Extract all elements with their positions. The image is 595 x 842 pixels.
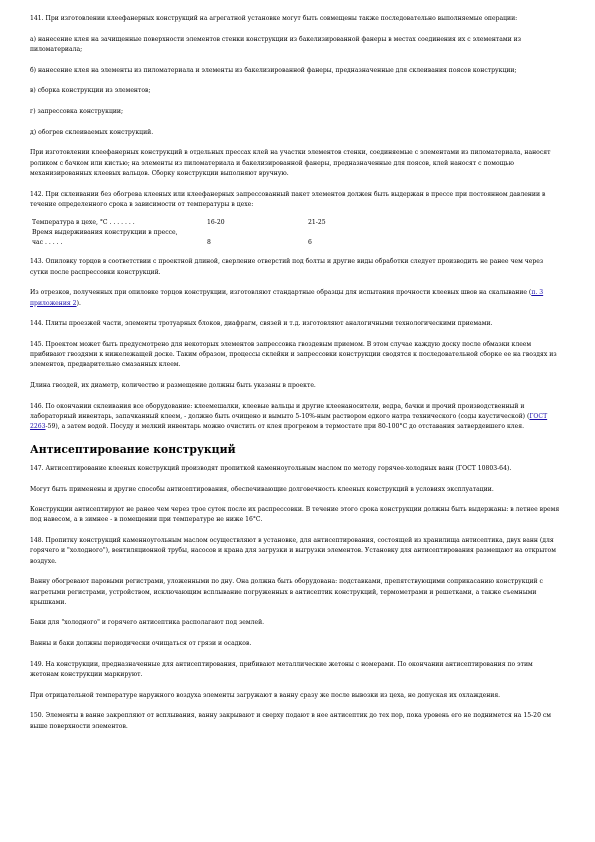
paragraph-147: 147. Антисептирование клееных конструкций производят пропиткой каменноугольным маслом по методу горячее-холодных ванн (ГОСТ 10803-64). [30, 464, 512, 472]
paragraph-141: 141. При изготовлении клеефанерных конструкций на агрегатной установке могут быть совмещены также последовательно выполняемые операции: [30, 15, 518, 22]
paragraph-147-c: Конструкции антисептируют не ранее чем через трое суток после их распрессовки. В течение этого срока конструкции должны быть выдержаны: в летнее время под навесом, а в зимнее - в помещении при температуре не ниже 16°С. [30, 506, 560, 524]
appendix-link[interactable]: п. 3 приложения 2 [30, 289, 544, 307]
table-cell-value: 6 [308, 239, 312, 247]
paragraph-148: 148. Пропитку конструкций каменноугольным маслом осуществляют в установке, для антисептирования, состоящей из хранилища антисептика, двух ванн (для горячего и "холодного"), вентиляционной трубы, насосов и крана для загрузки и выгрузки элементов. Установку для антисептирования размещают на открытом воздухе. [30, 537, 556, 565]
table-row [30, 218, 368, 228]
table-cell-value: 8 [207, 239, 211, 247]
paragraph-141-a: а) нанесение клея на зачищенные поверхности элементов стенки конструкции из бакелизированной фанеры в местах соединения их с элементами из пиломатериала; [30, 35, 522, 53]
paragraph-144: 144. Плиты проезжей части, элементы тротуарных блоков, диафрагм, связей и т.д. изготовляют аналогичными технологическими приемами. [30, 320, 493, 328]
paragraph-148-b: Ванну обогревают паровыми регистрами, уложенными по дну. Она должна быть оборудована: подставками, препятствующими соприкасанию конструкций с нагретыми регистрами, устройством, исключающим всплывание погруженных в антисептик конструкций, термометрами и решетками, а также съемными крышками. [30, 578, 543, 606]
gost-link[interactable]: ГОСТ 2263 [30, 412, 548, 431]
section-heading: Антисептирование конструкций [30, 442, 236, 456]
table-cell-value: 21-25 [308, 219, 326, 227]
paragraph-145: 145. Проектом может быть предусмотрено для некоторых элементов запрессовка гвоздевым приемом. В этом случае каждую доску после обмазки клеем прибивают гвоздями к нижележащей доске. Таким образом, процессы склейки и запрессовки конструкции сводятся к последовательной сборке ее на гвоздях из элементов, предварительно смазанных клеем. [30, 340, 557, 369]
paragraph-141-e: д) обогрев склеиваемых конструкций. [30, 128, 154, 136]
paragraph-149: 149. На конструкции, предназначенные для антисептирования, прибивают металлические жетоны с номерами. По окончании антисептирования по этим жетонам конструкции маркируют. [30, 660, 533, 679]
paragraph-147-b: Могут быть применены и другие способы антисептирования, обеспечивающие долговечность клееных конструкций в условиях эксплуатации. [30, 485, 494, 493]
table-cell-label [30, 228, 207, 248]
paragraph-143: 143. Опиловку торцов в соответствии с проектной длиной, сверление отверстий под болты и другие виды обработки следует производить не ранее чем через сутки после распрессовки конструкций. [30, 258, 544, 276]
paragraph-141-d: г) запрессовка конструкции; [30, 108, 124, 116]
paragraph-150: 150. Элементы в ванне закрепляют от всплывания, ванну закрывают и сверху подают в нее антисептик до тех пор, пока уровень его не поднимется на 15-20 см выше поверхности элементов. [30, 712, 552, 730]
table-cell-label: Температура в цехе, °С . . . . . . . [32, 219, 135, 227]
temperature-table [30, 218, 368, 248]
paragraph-143-b: Из отрезков, полученных при опиловке торцов конструкции, изготовляют стандартные образцы для испытания прочности клеевых швов на скалывание (п. 3 приложения 2). [30, 289, 544, 307]
paragraph-149-b: При отрицательной температуре наружного воздуха элементы загружают в ванну сразу же после вывозки из цеха, не допуская их охлаждения. [30, 691, 501, 699]
paragraph-141-c: в) сборка конструкции из элементов; [30, 87, 151, 95]
paragraph-148-c: Баки для "холодного" и горячего антисептика располагают под землей. [30, 619, 265, 627]
paragraph-148-d: Ванны и баки должны периодически очищаться от грязи и осадков. [30, 640, 252, 648]
paragraph-142: 142. При склеивании без обогрева клееных или клеефанерных запрессованный пакет элементов должен быть выдержан в прессе при постоянном давлении в течение определенного срока в зависимости от температуры в цехе: [30, 190, 546, 208]
table-row [30, 228, 368, 248]
paragraph-146: 146. По окончании склеивания все оборудование: клеемешалки, клеевые вальцы и другие клеенаносители, ведра, бачки и прочий производственный и лабораторный инвентарь, запачканный клеем, - должно быть очищено и вымыто 5-10%-ным раствором едкого натра технического (соды каустической) (ГОСТ 2263-59), а затем водой. Посуду и мелкий инвентарь можно очистить от клея прогревом в термостате при 80-100°С до отставания затвердевшего клея. [30, 402, 548, 431]
paragraph-141-f: При изготовлении клеефанерных конструкций в отдельных прессах клей на участки элементов стенки, соединяемые с элементами из пиломатериала, наносят роликом с бачком или кистью; на элементы из пиломатериала и бакелизированной фанеры, предназначенные для поясов, клей наносят с помощью механизированных клеевых вальцов. Сборку конструкции выполняют вручную. [30, 149, 551, 177]
paragraph-145-b: Длина гвоздей, их диаметр, количество и размещение должны быть указаны в проекте. [30, 382, 316, 390]
table-cell-label-line: Время выдерживания конструкции в прессе, [32, 229, 178, 237]
table-cell-value: 16-20 [207, 219, 225, 227]
table-cell-label-line: час . . . . . [32, 239, 63, 247]
paragraph-141-b: б) нанесение клея на элементы из пиломатериала и элементы из бакелизированной фанеры, предназначенные для склеивания поясов конструкции; [30, 66, 517, 74]
